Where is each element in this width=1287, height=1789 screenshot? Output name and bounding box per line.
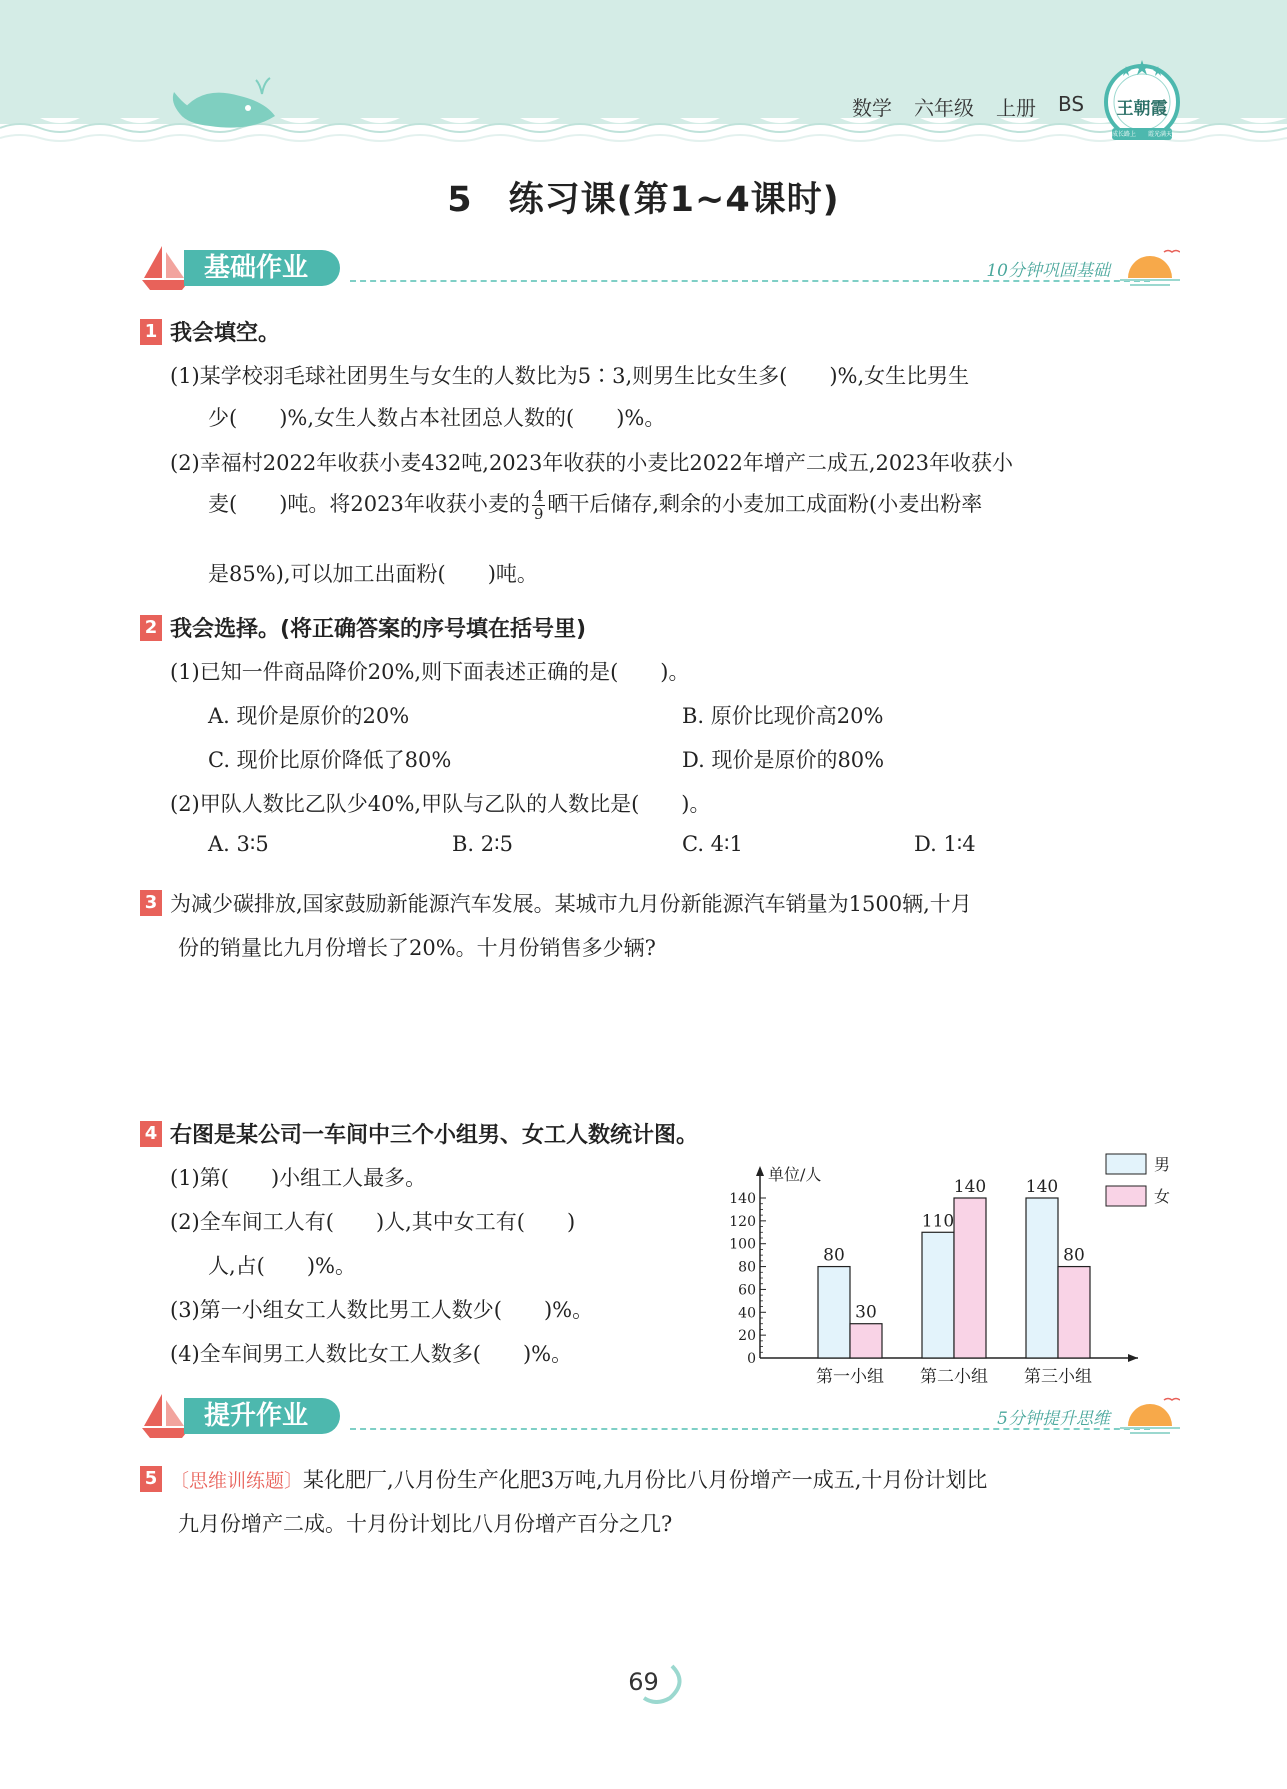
logo-subtext-right: 霞光满天 — [1147, 131, 1172, 138]
y-tick-label: 100 — [729, 1236, 756, 1253]
section-basic-tagline: 10分钟巩固基础 — [986, 261, 1110, 281]
q2-number-badge: 2 — [140, 615, 162, 641]
legend-swatch — [1106, 1186, 1146, 1206]
y-tick-label: 20 — [738, 1328, 756, 1345]
header-meta — [852, 92, 1084, 121]
q2-part-2: (2)甲队人数比乙队少40%,甲队与乙队的人数比是( )。 — [170, 792, 711, 816]
y-tick-label: 40 — [738, 1305, 756, 1322]
page-title: 5 练习课(第1~4课时) — [447, 180, 840, 220]
fraction-denominator: 9 — [533, 505, 544, 523]
x-tick-label: 第一小组 — [816, 1367, 884, 1387]
section-advanced — [140, 1392, 1180, 1442]
bar-value-label: 110 — [921, 1211, 955, 1232]
sunset-icon — [1120, 248, 1180, 288]
fraction-four-ninths — [532, 488, 546, 523]
bar-female-1 — [850, 1324, 882, 1358]
y-tick-label: 140 — [729, 1191, 756, 1207]
q1-number-badge: 1 — [140, 319, 162, 345]
y-tick-label: 80 — [738, 1259, 756, 1276]
bar-male-2 — [922, 1232, 954, 1358]
q2-part-2-option-b: B. 2∶5 — [452, 832, 513, 856]
x-tick-label: 第二小组 — [920, 1367, 988, 1387]
q1-heading-text: 我会填空。 — [170, 321, 281, 346]
q4-heading — [140, 1118, 698, 1149]
x-tick-label: 第三小组 — [1024, 1367, 1092, 1387]
y-axis-label: 单位/人 — [768, 1165, 822, 1184]
y-tick-label: 0 — [747, 1351, 756, 1367]
q2-part-2-option-d: D. 1∶4 — [914, 832, 976, 856]
section-basic-label: 基础作业 — [184, 250, 340, 286]
y-tick-label: 120 — [729, 1213, 756, 1230]
legend-label: 男 — [1154, 1155, 1171, 1174]
q4-part-2-cont: 人,占( )%。 — [208, 1254, 357, 1278]
q1-line-5: 是85%),可以加工出面粉( )吨。 — [208, 562, 538, 586]
y-tick-label: 60 — [738, 1282, 756, 1299]
q5-number-badge: 5 — [140, 1466, 162, 1492]
q5-line-1 — [140, 1464, 987, 1494]
q5-line-2: 九月份增产二成。十月份计划比八月份增产百分之几? — [178, 1512, 673, 1536]
fraction-numerator: 4 — [533, 487, 544, 505]
sunset-icon — [1120, 1396, 1180, 1436]
q3-line-1-text: 为减少碳排放,国家鼓励新能源汽车发展。某城市九月份新能源汽车销量为1500辆,十月 — [170, 892, 972, 916]
q4-part-4: (4)全车间男工人数比女工人数多( )%。 — [170, 1342, 573, 1366]
q3-line-1 — [140, 888, 972, 918]
subject-label: 数学 — [852, 96, 892, 120]
whale-icon — [170, 74, 290, 134]
bar-value-label: 80 — [823, 1245, 845, 1266]
q1-line-3: (2)幸福村2022年收获小麦432吨,2023年收获的小麦比2022年增产二成五,2023年收获小 — [170, 451, 1013, 475]
q5-line-1-text: 某化肥厂,八月份生产化肥3万吨,九月份比八月份增产一成五,十月份计划比 — [303, 1468, 988, 1492]
bar-male-1 — [818, 1267, 850, 1358]
q4-part-2: (2)全车间工人有( )人,其中女工有( ) — [170, 1210, 576, 1234]
q1-line-4-part-a: 麦( )吨。将2023年收获小麦的 — [208, 492, 530, 516]
grade-label: 六年级 — [914, 96, 974, 120]
q1-line-1: (1)某学校羽毛球社团男生与女生的人数比为5∶3,则男生比女生多( )%,女生比男生 — [170, 364, 970, 388]
q2-part-1-option-b: B. 原价比现价高20% — [682, 704, 884, 728]
q1-line-4 — [208, 488, 982, 523]
q1-heading — [140, 316, 280, 347]
bar-value-label: 30 — [855, 1302, 877, 1323]
q2-heading — [140, 612, 586, 643]
y-axis-arrow — [756, 1166, 764, 1176]
q4-part-3: (3)第一小组女工人数比男工人数少( )%。 — [170, 1298, 594, 1322]
q2-part-2-option-c: C. 4∶1 — [682, 832, 743, 856]
section-advanced-tagline: 5分钟提升思维 — [997, 1409, 1110, 1429]
q4-number-badge: 4 — [140, 1121, 162, 1147]
bar-female-3 — [1058, 1267, 1090, 1358]
q4-heading-text: 右图是某公司一车间中三个小组男、女工人数统计图。 — [170, 1123, 699, 1148]
legend-label: 女 — [1154, 1187, 1171, 1206]
bar-chart — [710, 1148, 1190, 1388]
q1-line-4-part-b: 晒干后储存,剩余的小麦加工成面粉(小麦出粉率 — [547, 492, 983, 516]
bar-male-3 — [1026, 1198, 1058, 1358]
bar-value-label: 80 — [1063, 1245, 1085, 1266]
bar-value-label: 140 — [1025, 1177, 1059, 1197]
q2-part-1-option-c: C. 现价比原价降低了80% — [208, 748, 452, 772]
page-number: 69 — [628, 1668, 659, 1696]
q3-number-badge: 3 — [140, 890, 162, 916]
q5-tag: 〔思维训练题〕 — [170, 1469, 304, 1492]
edition-label: BS — [1058, 92, 1085, 116]
logo-subtext — [1112, 129, 1172, 138]
volume-label: 上册 — [996, 96, 1036, 120]
q2-heading-text: 我会选择。(将正确答案的序号填在括号里) — [170, 617, 587, 642]
bar-value-label: 140 — [953, 1177, 987, 1197]
q2-part-1-option-d: D. 现价是原价的80% — [682, 748, 885, 772]
logo-subtext-left: 成长路上 — [1112, 131, 1137, 138]
q3-line-2: 份的销量比九月份增长了20%。十月份销售多少辆? — [178, 936, 656, 960]
q2-part-1: (1)已知一件商品降价20%,则下面表述正确的是( )。 — [170, 660, 690, 684]
section-basic — [140, 244, 1180, 294]
q1-line-2: 少( )%,女生人数占本社团总人数的( )%。 — [208, 406, 666, 430]
x-axis-arrow — [1128, 1354, 1138, 1362]
section-advanced-label: 提升作业 — [184, 1398, 340, 1434]
legend-swatch — [1106, 1154, 1146, 1174]
q2-part-2-option-a: A. 3∶5 — [208, 832, 269, 856]
q4-part-1: (1)第( )小组工人最多。 — [170, 1166, 427, 1190]
q2-part-1-option-a: A. 现价是原价的20% — [208, 704, 410, 728]
bar-female-2 — [954, 1198, 986, 1358]
logo-text: 王朝霞 — [1116, 99, 1168, 119]
